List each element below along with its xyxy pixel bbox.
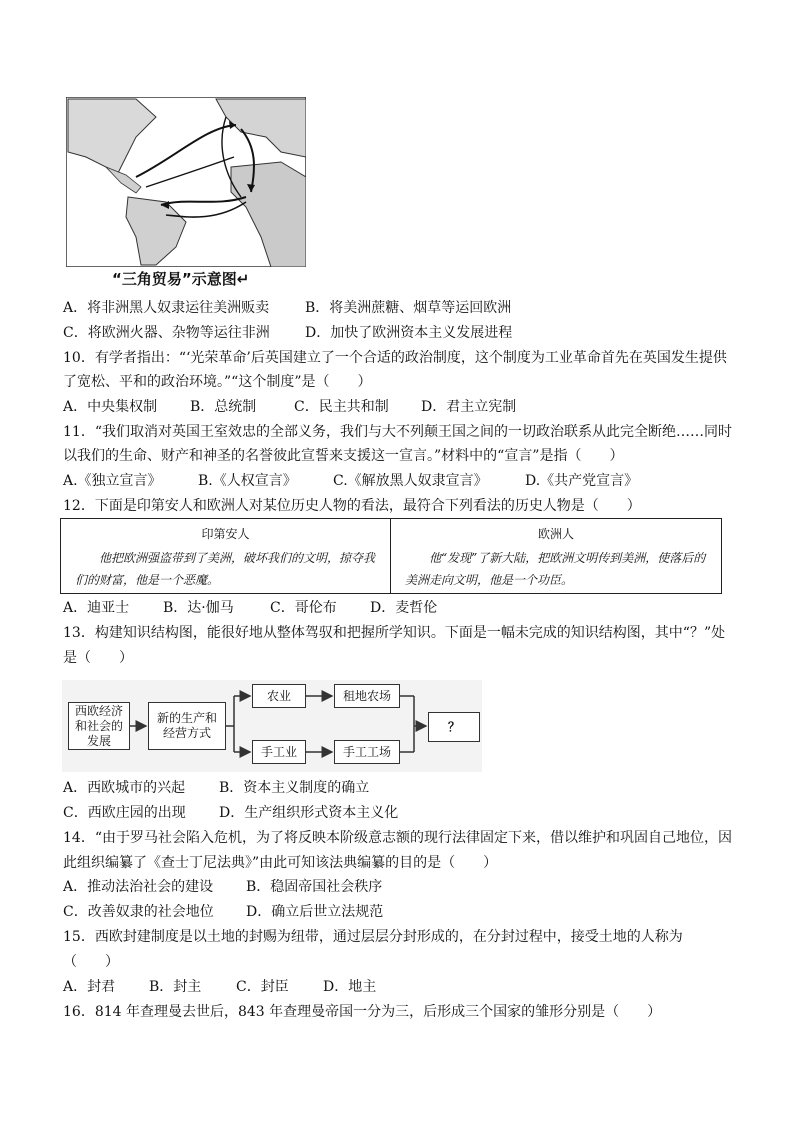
- diagram-agriculture-box: 农业: [252, 684, 306, 708]
- table-cell-europeans: [391, 519, 721, 593]
- q11-option-c: C.《解放黑人奴隶宣言》: [333, 473, 488, 489]
- table-head-indians: 印第安人: [201, 527, 250, 541]
- q12-option-c: C．哥伦布: [270, 600, 337, 616]
- q9-option-a: A．将非洲黑人奴隶运往美洲贩卖: [63, 300, 270, 316]
- q15-option-b: B．封主: [149, 979, 202, 995]
- q15-option-d: D．地主: [323, 979, 377, 995]
- q14-option-c: C．改善奴隶的社会地位: [63, 904, 214, 920]
- triangular-trade-map: [66, 97, 306, 267]
- q14-option-b: B．稳固帝国社会秩序: [246, 879, 383, 895]
- q13-stem-line-1: 13．构建知识结构图，能很好地从整体驾驭和把握所学知识。下面是一幅未完成的知识结构图，其中“？”处: [63, 625, 726, 641]
- table-body-indians: 他把欧洲强盗带到了美洲，破坏我们的文明，掠夺我们的财富，他是一个恶魔。: [75, 551, 376, 587]
- q15-option-a: A．封君: [63, 979, 116, 995]
- diagram-mid-box: 新的生产和经营方式: [148, 702, 226, 750]
- q11-option-a: A.《独立宣言》: [63, 473, 162, 489]
- q14-option-d: D．确立后世立法规范: [246, 904, 384, 920]
- diagram-farm-box: 租地农场: [334, 684, 400, 708]
- q11-stem-line-1: 11．“我们取消对英国王室效忠的全部义务，我们与大不列颠王国之间的一切政治联系从此完全断绝……同时: [63, 424, 732, 440]
- q16-stem: 16．814 年查理曼去世后，843 年查理曼帝国一分为三，后形成三个国家的雏形分别是（ ）: [63, 1004, 662, 1020]
- q12-option-d: D．麦哲伦: [370, 600, 438, 616]
- q9-option-c: C．将欧洲火器、杂物等运往非洲: [63, 325, 270, 341]
- q13-option-a: A．西欧城市的兴起: [63, 780, 186, 796]
- knowledge-structure-diagram: [62, 680, 482, 772]
- table-head-europeans: 欧洲人: [537, 527, 574, 541]
- q12-option-b: B．达·伽马: [163, 600, 234, 616]
- q12-option-a: A．迪亚士: [63, 600, 130, 616]
- diagram-root-box: 西欧经济和社会的发展: [68, 702, 130, 750]
- q9-option-b: B．将美洲蔗糖、烟草等运回欧洲: [305, 300, 512, 316]
- q11-option-b: B.《人权宣言》: [198, 473, 297, 489]
- q13-stem-line-2: 是（ ）: [63, 650, 133, 666]
- q11-stem-line-2: 以我们的生命、财产和神圣的名誉彼此宣誓来支援这一宣言。”材料中的“宣言”是指（ ）: [63, 448, 624, 464]
- q13-option-c: C．西欧庄园的出现: [63, 805, 186, 821]
- q15-stem-line-2: （ ）: [63, 954, 119, 970]
- q11-option-d: D.《共产党宣言》: [525, 473, 639, 489]
- q15-option-c: C．封臣: [236, 979, 289, 995]
- map-caption: “三角贸易”示意图↵: [112, 270, 250, 288]
- table-cell-indians: [61, 519, 391, 593]
- q14-option-a: A．推动法治社会的建设: [63, 879, 214, 895]
- q10-stem-line-2: 了宽松、平和的政治环境。”“这个制度”是（ ）: [63, 374, 372, 390]
- q9-option-d: D．加快了欧洲资本主义发展进程: [305, 325, 513, 341]
- q10-option-c: C．民主共和制: [294, 399, 389, 415]
- q10-stem-line-1: 10．有学者指出：“‘光荣革命’后英国建立了一个合适的政治制度，这个制度为工业革命首先在英国发生提供: [63, 350, 727, 366]
- q14-stem-line-2: 此组织编纂了《查士丁尼法典》”由此可知该法典编纂的目的是（ ）: [63, 855, 498, 871]
- diagram-handicraft-box: 手工业: [252, 740, 306, 764]
- table-body-europeans: 他“发现”了新大陆，把欧洲文明传到美洲，使落后的美洲走向文明，他是一个功臣。: [405, 551, 706, 587]
- diagram-unknown-box: ？: [428, 712, 480, 742]
- q14-stem-line-1: 14．“由于罗马社会陷入危机，为了将反映本阶级意志额的现行法律固定下来，借以维护和巩固自己地位，因: [63, 830, 732, 846]
- q10-option-b: B．总统制: [190, 399, 257, 415]
- q10-option-a: A．中央集权制: [63, 399, 158, 415]
- q13-option-d: D．生产组织形式资本主义化: [219, 805, 399, 821]
- q10-option-d: D．君主立宪制: [421, 399, 517, 415]
- viewpoint-table: [60, 518, 722, 594]
- map-image: [66, 97, 306, 267]
- q15-stem-line-1: 15．西欧封建制度是以土地的封赐为纽带，通过层层分封形成的，在分封过程中，接受土地的人称为: [63, 929, 683, 945]
- q12-stem: 12．下面是印第安人和欧洲人对某位历史人物的看法，最符合下列看法的历史人物是（ ）: [63, 498, 641, 514]
- q13-option-b: B．资本主义制度的确立: [219, 780, 370, 796]
- diagram-workshop-box: 手工工场: [334, 740, 400, 764]
